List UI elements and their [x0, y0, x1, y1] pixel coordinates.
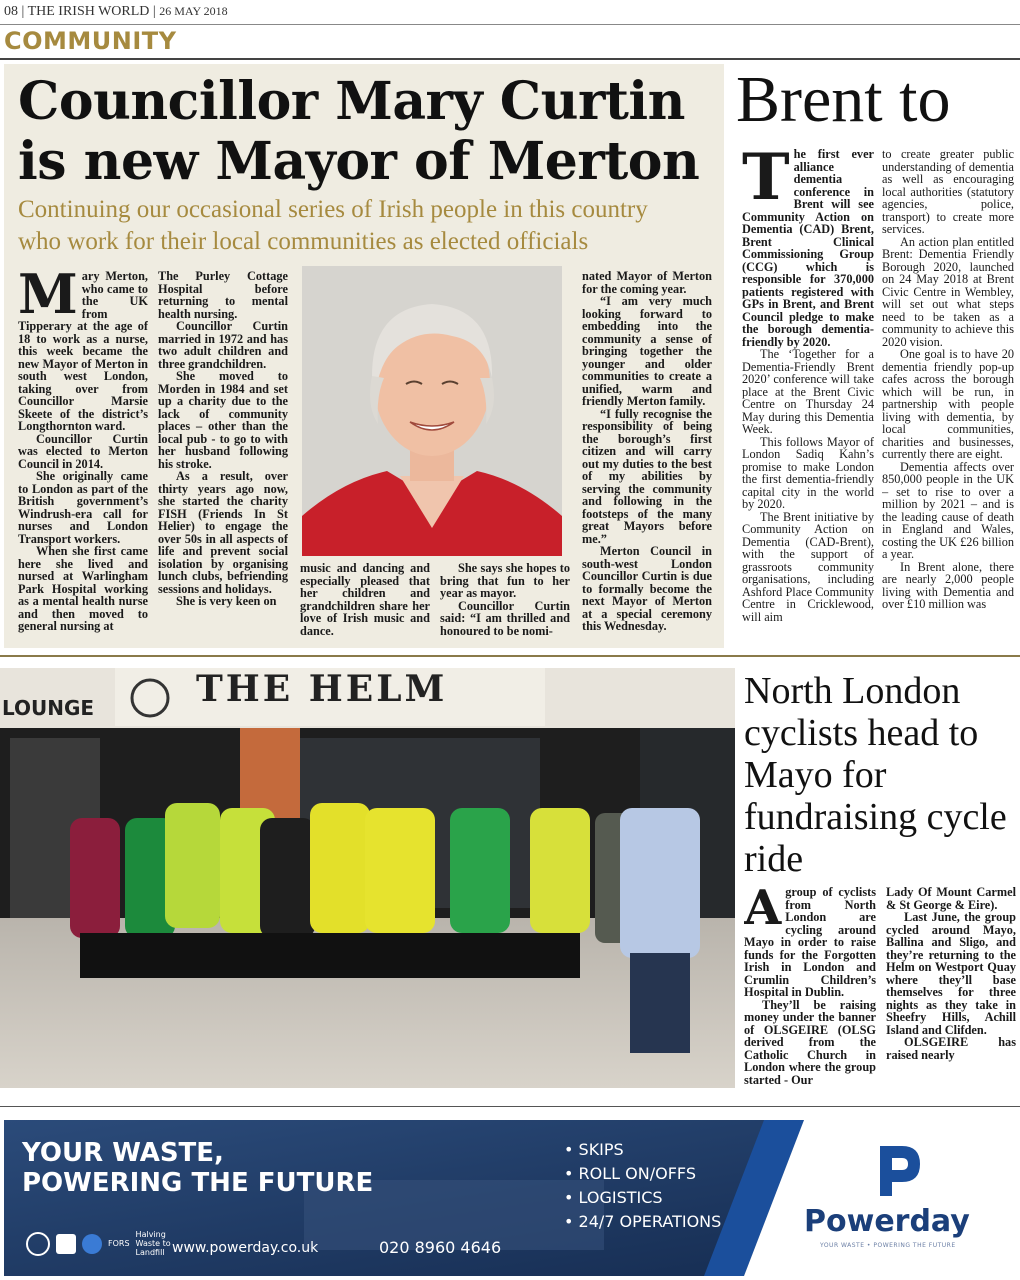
- divider: [0, 1106, 1020, 1107]
- ad-services-list: [564, 1138, 721, 1234]
- cyclists-column-2: Lady Of Mount Carmel & St George & Eire). Last June, the group cycled around Mayo, Ballina and Sligo, and they’re returning to the Helm on Westport Quay where they’ll base themselves for three nights as they take in Sheefry Hills, Achill Island and Clifden. OLSGEIRE has raised nearly: [886, 886, 1016, 1062]
- drop-cap: A: [744, 886, 782, 936]
- divider: [0, 655, 1020, 657]
- lounge-sign: LOUNGE: [2, 696, 95, 720]
- drop-cap: T: [742, 148, 790, 215]
- ad-headline: YOUR WASTE, POWERING THE FUTURE: [22, 1138, 374, 1198]
- divider: [0, 58, 1020, 60]
- merton-headline: Councillor Mary Curtin is new Mayor of Merton: [18, 71, 700, 192]
- ad-phone-number[interactable]: 020 8960 4646: [379, 1238, 502, 1257]
- certification-icon: [56, 1234, 76, 1254]
- landfill-badge: Halving Waste to Landfill: [135, 1230, 171, 1257]
- brent-column-1: The first ever alliance dementia conference in Brent will see Community Action on Dementia (CAD) Brent, Brent Clinical Commissioning Group (CCG) which is responsible for 370,000 patients registered with GPs in Brent, and Brent Council pledge to make the borough dementia-friendly by 2020. The ‘Together for a Dementia-Friendly Brent 2020’ conference will take place at the Brent Civic Centre on Thursday 24 May during this Dementia Week. This follows Mayor of London Sadiq Kahn’s promise to make London the first dementia-friendly capital city in the world by 2020. The Brent initiative by Community Action on Dementia (CAD-Brent), with the support of grassroots community organisations, including Ashford Place Community Centre in Cricklewood, will aim: [742, 148, 874, 624]
- merton-column-3: music and dancing and especially pleased that her children and grandchildren share her love of Irish music and dance.: [300, 562, 430, 638]
- the-helm-sign: THE HELM: [196, 668, 448, 710]
- issue-date: 26 MAY 2018: [159, 4, 228, 18]
- service-item: • 24/7 OPERATIONS: [564, 1212, 722, 1231]
- cyclists-group-photo: [0, 668, 735, 1088]
- powerday-brand: Powerday: [804, 1204, 970, 1239]
- merton-standfirst: Continuing our occasional series of Irish people in this country who work for their local communities as elected officials: [18, 196, 648, 255]
- powerday-advertisement[interactable]: [4, 1120, 1016, 1276]
- mayor-portrait-photo: [302, 266, 562, 556]
- merton-column-5: nated Mayor of Merton for the coming year. “I am very much looking forward to embedding into the community a sense of bringing together the younger and older communities to create a unified, warm and friendly Merton family. “I fully recognise the responsibility of being the borough’s first citizen and will carry out my duties to the best of my abilities by serving the community and following in the footsteps of the many great Mayors before me.” Merton Council in south-west London Councillor Curtin is due to formally become the next Mayor of Merton at a special ceremony this Wednesday.: [582, 270, 712, 633]
- merton-column-4: She says she hopes to bring that fun to her year as mayor. Councillor Curtin said: “I am thrilled and honoured to be nomi-: [440, 562, 570, 638]
- publication-name: THE IRISH WORLD: [27, 4, 150, 19]
- ad-badges: [26, 1230, 184, 1257]
- fors-label: FORS: [108, 1239, 130, 1248]
- service-item: • LOGISTICS: [564, 1188, 663, 1207]
- cyclists-column-1: Agroup of cyclists from North London are cycling around Mayo in order to raise funds for the Forgotten Irish in London and Crumlin Children’s Hospital in Dublin. They’ll be raising money under the banner of OLSGEIRE (OLSG derived from the Catholic Church in London where the group started - Our: [744, 886, 876, 1087]
- cyclists-headline: North London cyclists head to Mayo for fundraising cycle ride: [744, 670, 1007, 880]
- certification-icon: [26, 1232, 50, 1256]
- powerday-logo-icon: [876, 1142, 924, 1198]
- ad-website-link[interactable]: www.powerday.co.uk: [172, 1240, 319, 1256]
- fors-icon: [82, 1234, 102, 1254]
- brent-headline: Brent to: [736, 63, 951, 136]
- divider: [0, 24, 1020, 25]
- page-number: 08: [4, 4, 18, 19]
- brent-column-2: to create greater public understanding of dementia as well as encouraging local authorities (statutory agencies, police, transport) to create more services. An action plan entitled Brent: Dementia Friendly Borough 2020, launched on 24 May 2018 at Brent Civic Centre in Wembley, will set out what steps need to be taken as a community to achieve this 2020 vision. One goal is to have 20 dementia friendly pop-up cafes across the borough which will be run, in partnership with people living with dementia, by local communities, charities and businesses, currently there are eight. Dementia affects over 850,000 people in the UK – set to rise to over a million by 2021 – and is the leading cause of death in England and Wales, costing the UK £26 billion a year. In Brent alone, there are nearly 2,000 people living with Dementia and over £10 million was: [882, 148, 1014, 611]
- powerday-tagline: YOUR WASTE • POWERING THE FUTURE: [820, 1242, 956, 1249]
- section-title: COMMUNITY: [4, 27, 177, 55]
- service-item: • ROLL ON/OFFS: [564, 1164, 696, 1183]
- merton-column-1: Mary Merton, who came to the UK from Tipperary at the age of 18 to work as a nurse, this week became the new Mayor of Merton in south west London, taking over from Councillor Marsie Skeete of the district’s Longthornton ward. Councillor Curtin was elected to Merton Council in 2014. She originally came to London as part of the British government’s Windrush-era call for nurses and London Transport workers. When she first came here she lived and nursed at Warlingham Park Hospital working as a mental health nurse and then moved to general nursing at: [18, 270, 148, 633]
- folio: 08 | THE IRISH WORLD | 26 MAY 2018: [4, 4, 228, 19]
- merton-column-2: The Purley Cottage Hospital before returning to mental health nursing. Councillor Curtin married in 1972 and has two adult children and three grandchildren. She moved to Morden in 1984 and set up a charity due to the lack of community places – other than the local pub - to go to with her husband following his stroke. As a result, over thirty years ago now, she started the charity FISH (Friends In St Helier) to engage the over 50s in all aspects of life and prevent social isolation by organising lunch clubs, befriending sessions and holidays. She is very keen on: [158, 270, 288, 608]
- drop-cap: M: [18, 270, 78, 326]
- service-item: • SKIPS: [564, 1140, 624, 1159]
